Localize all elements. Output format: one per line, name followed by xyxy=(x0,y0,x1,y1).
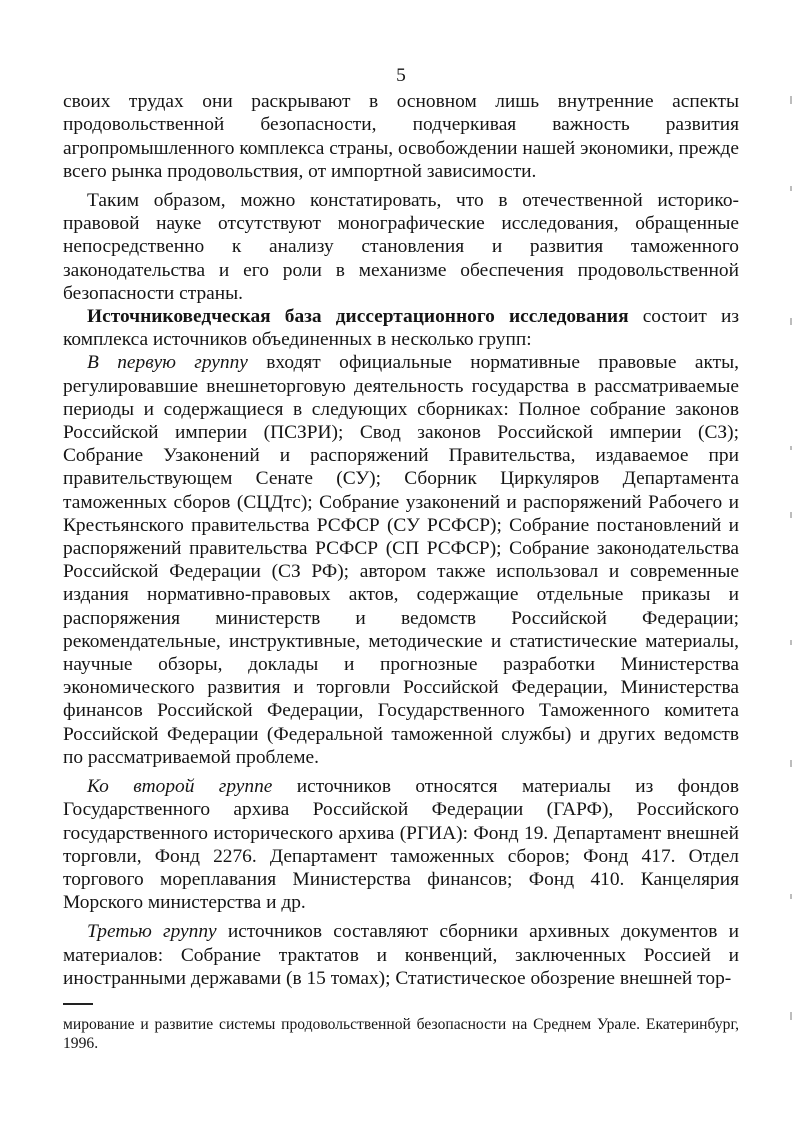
main-text xyxy=(63,90,739,990)
first-group-label: В первую группу xyxy=(87,352,248,374)
paragraph-second-group xyxy=(63,775,739,914)
scan-speck xyxy=(790,318,792,325)
third-group-label: Третью группу xyxy=(87,921,217,943)
footnote: мирование и развитие системы продовольственной безопасности на Среднем Урале. Екатеринбург, 1996. xyxy=(63,1015,739,1052)
source-base-text: состоит из комплекса источников объединенных в несколько групп: xyxy=(63,306,739,351)
paragraph-first-group xyxy=(63,351,739,769)
second-group-text: источников относятся материалы из фондов Государственного архива Российской Федерации (ГАРФ), Российского государственного исторического архива (РГИА): Фонд 19. Департамент внешней торговли, Фонд 2276. Департамент таможенных сборов; Фонд 417. Отдел торгового мореплавания Министерства финансов; Фонд 410. Канцелярия Морского министерства и др. xyxy=(63,776,739,914)
document-page xyxy=(63,64,739,1053)
paragraph-third-group xyxy=(63,920,739,990)
paragraph-continuation: своих трудах они раскрывают в основном лишь внутренние аспекты продовольственной безопасности, подчеркивая важность развития агропромышленного комплекса страны, освобождении нашей экономики, прежде всего рынка продовольствия, от импортной зависимости. xyxy=(63,91,739,182)
scan-speck xyxy=(790,512,792,518)
scan-edge-artifacts xyxy=(790,0,796,1131)
source-base-heading: Источниковедческая база диссертационного исследования xyxy=(87,306,629,328)
scan-speck xyxy=(790,186,792,191)
scan-speck xyxy=(790,760,792,767)
footnote-divider xyxy=(63,1003,93,1005)
scan-speck xyxy=(790,96,792,104)
scan-speck xyxy=(790,894,792,899)
third-group-text: источников составляют сборники архивных документов и материалов: Собрание трактатов и конвенций, заключенных Россией и иностранными державами (в 15 томах); Статистическое обозрение внешней тор- xyxy=(63,921,740,989)
scan-speck xyxy=(790,446,792,450)
page-number: 5 xyxy=(396,65,406,86)
paragraph-conclusion: Таким образом, можно констатировать, что в отечественной историко-правовой науке отсутствуют монографические исследования, обращенные непосредственно к анализу становления и развития таможенного законодательства и его роли в механизме обеспечения продовольственной безопасности страны. xyxy=(63,190,739,304)
first-group-text: входят официальные нормативные правовые акты, регулировавшие внешнеторговую деятельность государства в рассматриваемые периоды и содержащиеся в следующих сборниках: Полное собрание законов Российской империи (ПСЗРИ); Свод законов Российской империи (СЗ); Собрание Узаконений и распоряжений Правительства, издаваемое при правительствующем Сенате (СУ); Сборник Циркуляров Департамента таможенных сборов (СЦДтс); Собрание узаконений и распоряжений Рабочего и Крестьянского правительства РСФСР (СУ РСФСР); Собрание постановлений и распоряжений правительства РСФСР (СП РСФСР); Собрание законодательства Российской Федерации (СЗ РФ); автором также использовал и современные издания нормативно-правовых актов, содержащие отдельные приказы и распоряжения министерств и ведомств Российской Федерации; рекомендательные, инструктивные, методические и статистические материалы, научные обзоры, доклады и прогнозные разработки Министерства экономического развития и торговли Российской Федерации, Министерства финансов Российской Федерации, Государственного Таможенного комитета Российской Федерации (Федеральной таможенной службы) и других ведомств по рассматриваемой проблеме. xyxy=(63,352,739,768)
scan-speck xyxy=(790,640,792,645)
second-group-label: Ко второй группе xyxy=(87,776,273,798)
paragraph-source-base xyxy=(63,305,739,351)
scan-speck xyxy=(790,1012,792,1020)
